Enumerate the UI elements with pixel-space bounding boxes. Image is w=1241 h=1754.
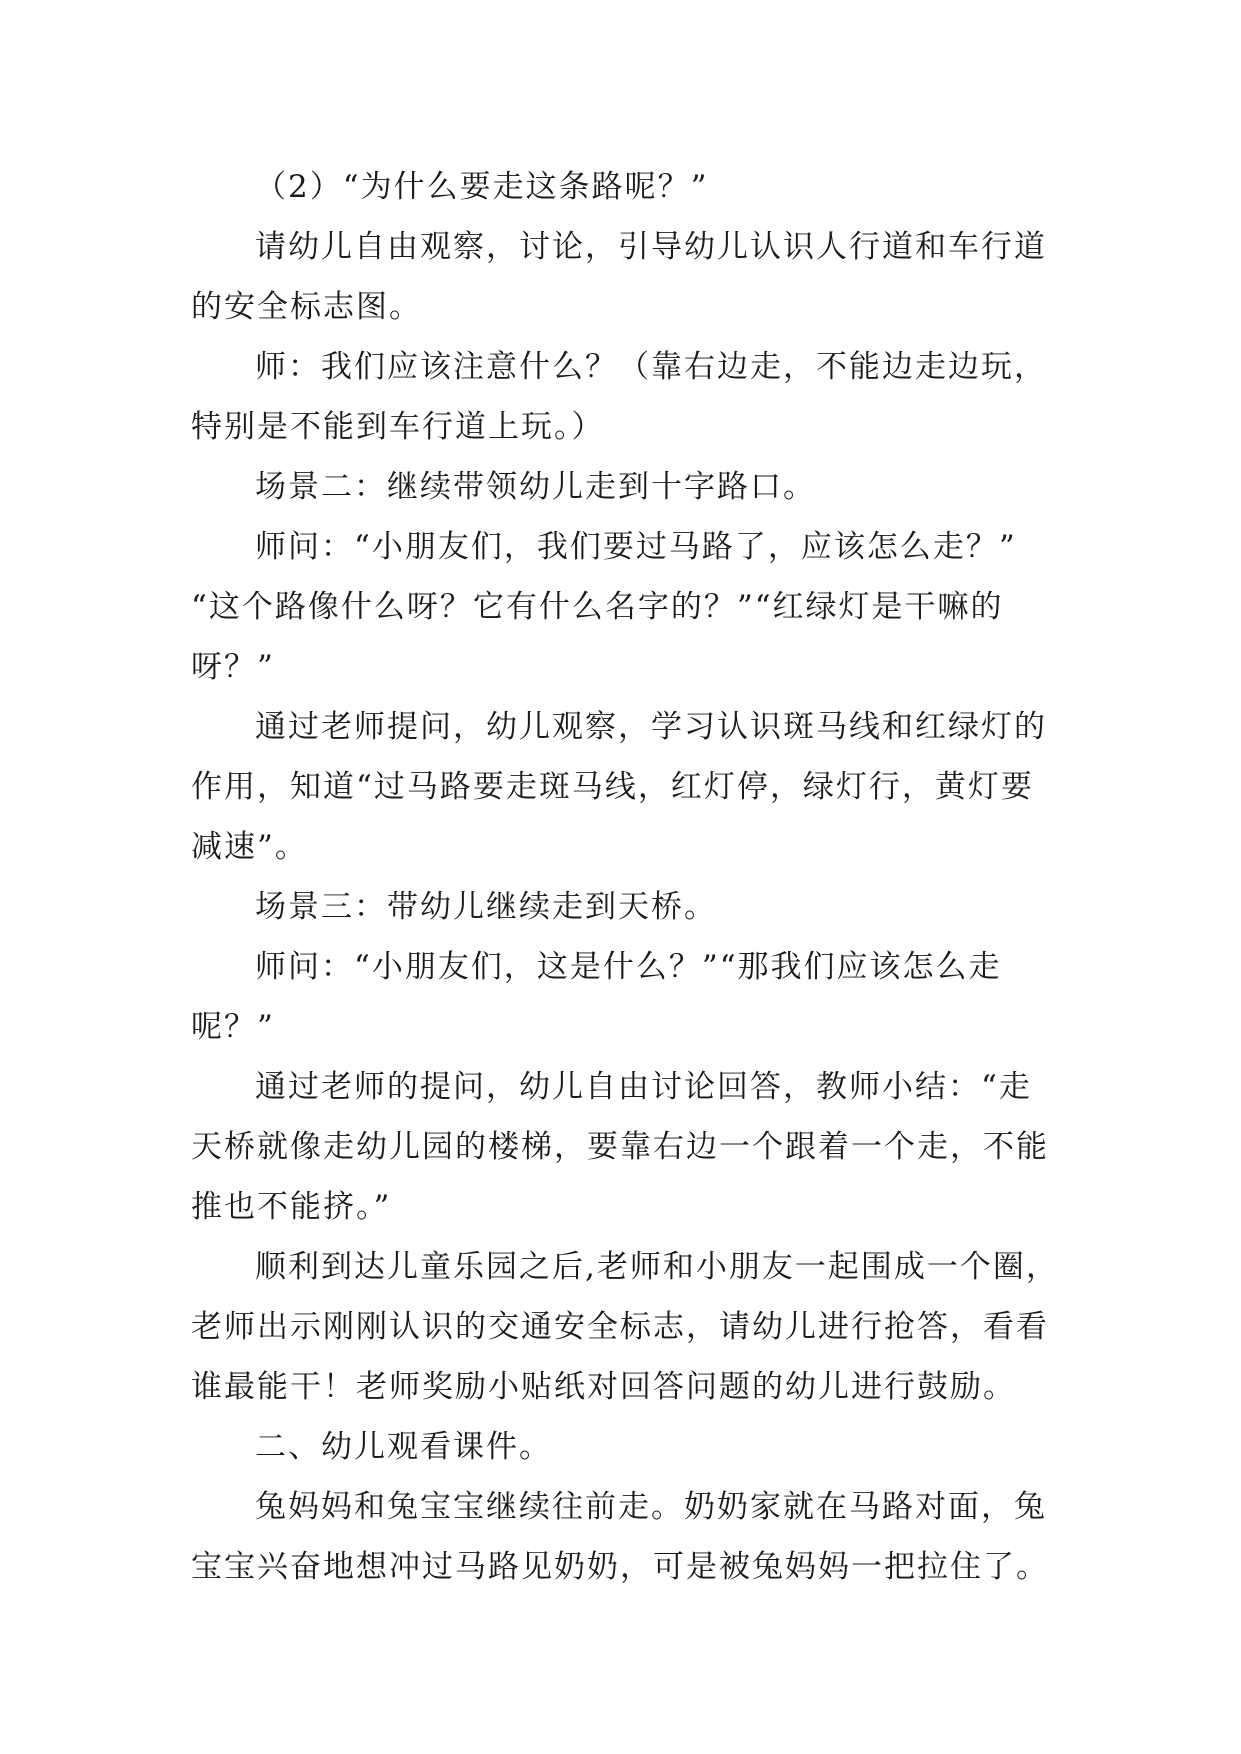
document-body [191, 157, 1071, 1597]
text-line: 特别是不能到车行道上玩。） [191, 409, 605, 445]
text-line: 请幼儿自由观察，讨论，引导幼儿认识人行道和车行道 [255, 229, 1047, 265]
text-line: 的安全标志图。 [191, 289, 422, 325]
text-line: 顺利到达儿童乐园之后,老师和小朋友一起围成一个圈， [255, 1249, 1059, 1285]
text-line: 师：我们应该注意什么？（靠右边走，不能边走边玩， [255, 349, 1047, 385]
text-line: 场景二：继续带领幼儿走到十字路口。 [255, 469, 816, 505]
text-line: 师问：“小朋友们，这是什么？”“那我们应该怎么走 [255, 949, 1002, 985]
paragraph [191, 337, 1071, 457]
text-line: 二、幼儿观看课件。 [255, 1429, 552, 1465]
paragraph [191, 937, 1071, 1057]
text-line: 呢？” [191, 1009, 275, 1045]
text-line: （2）“为什么要走这条路呢？” [255, 169, 709, 205]
text-line: 场景三：带幼儿继续走到天桥。 [255, 889, 717, 925]
text-line: 谁最能干！老师奖励小贴纸对回答问题的幼儿进行鼓励。 [191, 1369, 1016, 1405]
paragraph [191, 697, 1071, 877]
text-line: 兔妈妈和兔宝宝继续往前走。奶奶家就在马路对面，兔 [255, 1489, 1047, 1525]
paragraph [191, 877, 1071, 937]
text-line: 通过老师提问，幼儿观察，学习认识斑马线和红绿灯的 [255, 709, 1047, 745]
paragraph [191, 1057, 1071, 1237]
text-line: 天桥就像走幼儿园的楼梯，要靠右边一个跟着一个走，不能 [191, 1129, 1049, 1165]
text-line: 师问：“小朋友们，我们要过马路了，应该怎么走？” [255, 529, 1017, 565]
text-line: 宝宝兴奋地想冲过马路见奶奶，可是被兔妈妈一把拉住了。 [191, 1549, 1049, 1585]
paragraph [191, 517, 1071, 697]
text-line: 减速”。 [191, 829, 308, 865]
paragraph [191, 1237, 1071, 1417]
text-line: “这个路像什么呀？它有什么名字的？”“红绿灯是干嘛的 [191, 589, 1004, 625]
text-line: 推也不能挤。” [191, 1189, 392, 1225]
paragraph [191, 157, 1071, 217]
text-line: 呀？” [191, 649, 275, 685]
text-line: 作用，知道“过马路要走斑马线，红灯停，绿灯行，黄灯要 [191, 769, 1034, 805]
text-line: 老师出示刚刚认识的交通安全标志，请幼儿进行抢答，看看 [191, 1309, 1049, 1345]
paragraph [191, 457, 1071, 517]
paragraph [191, 1477, 1071, 1597]
paragraph [191, 1417, 1071, 1477]
paragraph [191, 217, 1071, 337]
text-line: 通过老师的提问，幼儿自由讨论回答，教师小结：“走 [255, 1069, 1032, 1105]
